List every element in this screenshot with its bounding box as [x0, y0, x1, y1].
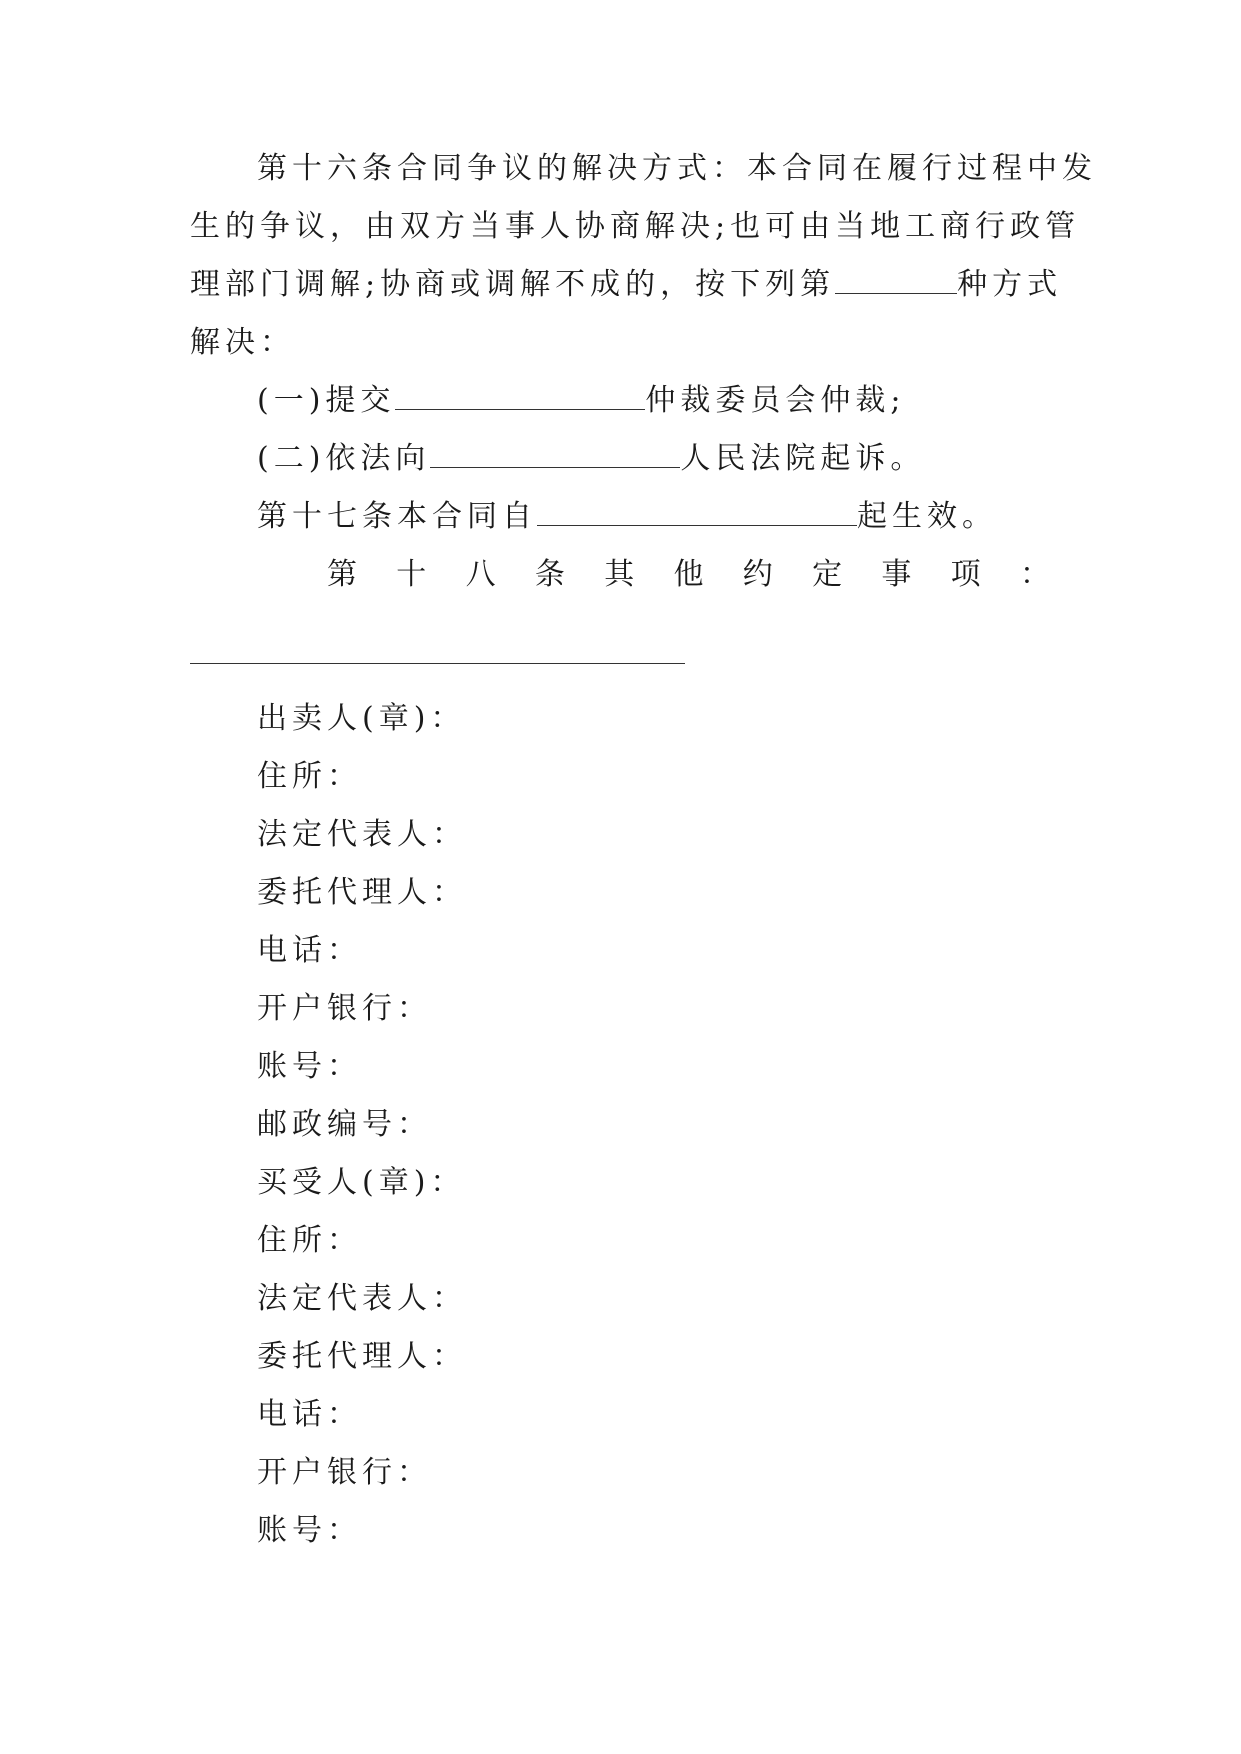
option-arbitration — [257, 372, 906, 430]
option-court-label: (二)依法向 — [257, 441, 431, 476]
buyer-account-label: 账号： — [257, 1513, 362, 1548]
article16-line3 — [190, 256, 1062, 314]
article17-suffix: 起生效。 — [857, 499, 997, 534]
seller-postcode-label: 邮政编号： — [257, 1107, 432, 1142]
article16-line4: 解决： — [190, 325, 295, 360]
article17-label: 第十七条本合同自 — [257, 499, 537, 534]
article16-line2: 生的争议，由双方当事人协商解决;也可由当地工商行政管 — [190, 209, 1081, 244]
seller-agent-label: 委托代理人： — [257, 875, 467, 910]
article16-line1: 第十六条合同争议的解决方式：本合同在履行过程中发 — [257, 151, 1097, 186]
article18-char: 其 — [604, 557, 635, 592]
buyer-name-label: 买受人(章)： — [257, 1165, 466, 1200]
other-terms-blank[interactable] — [190, 663, 685, 664]
article18-char: 十 — [396, 557, 427, 592]
article18-char: ： — [1019, 557, 1050, 592]
seller-account-label: 账号： — [257, 1049, 362, 1084]
seller-bank-label: 开户银行： — [257, 991, 432, 1026]
article18-char: 八 — [465, 557, 496, 592]
article18-char: 项 — [950, 557, 981, 592]
seller-legal-rep-label: 法定代表人： — [257, 817, 467, 852]
buyer-legal-rep-label: 法定代表人： — [257, 1281, 467, 1316]
option-court — [257, 430, 925, 488]
article18-char: 约 — [742, 557, 773, 592]
article16-line3-suffix: 种方式 — [957, 267, 1063, 302]
court-name-blank[interactable] — [430, 441, 680, 468]
article18-char: 事 — [881, 557, 912, 592]
seller-address-label: 住所： — [257, 759, 362, 794]
article17 — [257, 488, 997, 546]
article18-heading — [327, 546, 1050, 604]
option-arbitration-suffix: 仲裁委员会仲裁; — [645, 383, 906, 418]
option-arbitration-label: (一)提交 — [257, 383, 396, 418]
article18-char: 定 — [812, 557, 843, 592]
seller-name-label: 出卖人(章)： — [257, 701, 466, 736]
seller-phone-label: 电话： — [257, 933, 362, 968]
buyer-phone-label: 电话： — [257, 1397, 362, 1432]
dispute-method-blank[interactable] — [835, 267, 957, 294]
arbitration-committee-blank[interactable] — [395, 383, 645, 410]
buyer-agent-label: 委托代理人： — [257, 1339, 467, 1374]
article16-line3-text: 理部门调解;协商或调解不成的，按下列第 — [190, 267, 836, 302]
article18-char: 第 — [327, 557, 357, 592]
article18-char: 他 — [673, 557, 704, 592]
article18-char: 条 — [534, 557, 565, 592]
option-court-suffix: 人民法院起诉。 — [680, 441, 926, 476]
effective-date-blank[interactable] — [537, 499, 857, 526]
buyer-bank-label: 开户银行： — [257, 1455, 432, 1490]
buyer-address-label: 住所： — [257, 1223, 362, 1258]
